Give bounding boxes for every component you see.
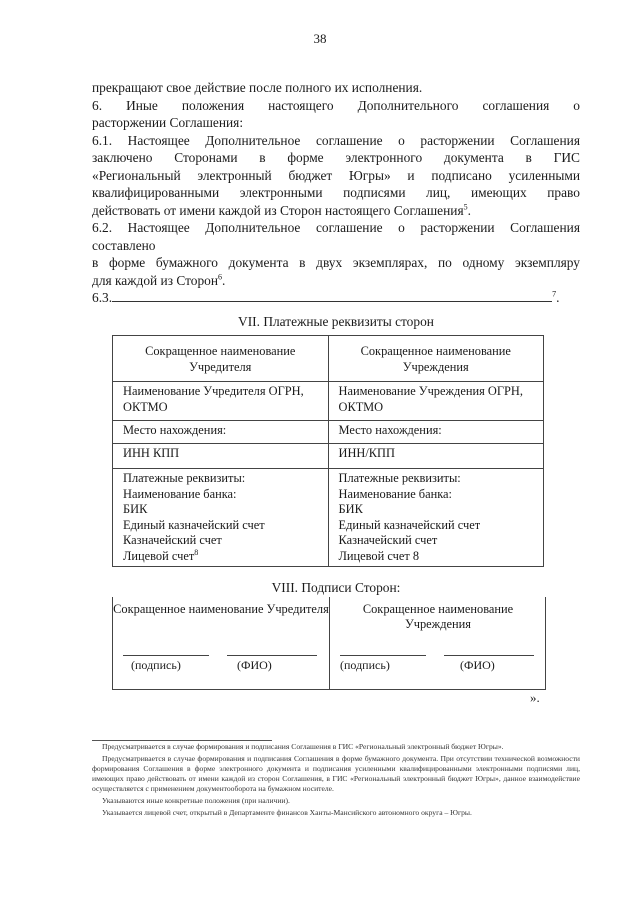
founder-signature-header: Сокращенное наименование Учредителя (113, 602, 329, 616)
page-number: 38 (313, 31, 327, 46)
paragraph-6-1-line: 6.1. Настоящее Дополнительное соглашение о расторжении Соглашения (92, 132, 580, 148)
footnote-ref: 5 (463, 202, 468, 212)
table-row (113, 421, 544, 444)
payment-line-text: Лицевой счет (123, 548, 195, 563)
payment-line: БИК (338, 502, 363, 516)
founder-signature-cell (113, 597, 329, 689)
table-row (113, 382, 544, 421)
institution-payment-cell (328, 469, 544, 567)
paragraph-6-1-line: заключено Сторонами в форме электронного документа в ГИС (92, 150, 580, 165)
institution-name-cell: Наименование Учреждения ОГРН, ОКТМО (328, 382, 544, 421)
payment-line: Единый казначейский счет (338, 517, 481, 532)
payment-line: БИК (123, 502, 148, 516)
paragraph-6-1-text: действовать от имени каждой из Сторон настоящего Соглашения (92, 202, 464, 218)
paragraph-6-3-label: 6.3. (92, 290, 113, 305)
payment-line: Единый казначейский счет (123, 517, 265, 532)
table-row (113, 336, 544, 382)
fio-line (227, 655, 317, 656)
institution-signature-header: Сокращенное наименование Учреждения (362, 602, 514, 631)
paragraph-6-1-line: действовать от имени каждой из Сторон настоящего Соглашения$^5$. (92, 202, 471, 218)
founder-inn-cell: ИНН КПП (113, 444, 329, 469)
payment-line: Казначейский счет (123, 533, 222, 547)
payment-line: Платежные реквизиты: (338, 471, 461, 485)
fio-label: (ФИО) (237, 658, 272, 672)
signature-line (123, 655, 209, 656)
table-row (113, 469, 544, 567)
footnote: Указываются иные конкретные положения (при наличии). (102, 796, 290, 805)
footnote-divider (92, 740, 272, 741)
footnote-ref: 6 (218, 272, 223, 282)
agreement-text (92, 79, 580, 307)
section-7-title: VII. Платежные реквизиты сторон (238, 314, 434, 329)
paragraph-6-2-line: составлено (92, 237, 156, 253)
signature-label: (подпись) (340, 658, 390, 672)
paragraph-6-1-line: квалифицированными электронными подписями лиц, имеющих право (92, 185, 580, 200)
fio-label: (ФИО) (460, 658, 495, 672)
payment-line: Платежные реквизиты: (123, 471, 246, 485)
paragraph-6-line: 6. Иные положения настоящего Дополнительного соглашения о (92, 97, 580, 113)
blank-line (112, 289, 552, 302)
paragraph-6-2-line: 6.2. Настоящее Дополнительное соглашение о расторжении Соглашения (92, 220, 580, 235)
paragraph-6-2-text: для каждой из Сторон (92, 272, 219, 288)
paragraph-6-2-line: для каждой из Сторон$^6$. (92, 272, 226, 288)
payment-line: Наименование банка: (123, 486, 237, 501)
founder-header: Сокращенное наименование Учредителя (113, 336, 329, 382)
payment-line: Наименование банка: (338, 486, 452, 501)
signature-label: (подпись) (131, 658, 181, 672)
footnote: Предусматривается в случае формирования и подписания Соглашения в форме бумажного документа. При отсутствии технической возможности формирования Соглашения в форме электронного документа и подписания усиленными квалифицированными электронными подписями лиц, имеющих право действовать от имени каждой из сторон Соглашения, в ГИС «Региональный электронный бюджет Югры», данное взаимодействие осуществляется с применением документооборота на бумажном носителе. (92, 754, 580, 793)
closing-quote: ». (530, 690, 540, 705)
payment-line: Лицевой счет 8 (338, 548, 420, 563)
section-8-title: VIII. Подписи Сторон: (271, 580, 401, 595)
founder-payment-cell (113, 469, 329, 567)
institution-signature-cell (329, 597, 546, 689)
footnote: Предусматривается в случае формирования и подписания Соглашения в ГИС «Региональный электронный бюджет Югры». (102, 742, 504, 751)
footnote-ref: 8 (194, 547, 199, 557)
signature-line (340, 655, 426, 656)
paragraph-6-3-line: 6.3. $^7$. (92, 289, 560, 305)
paragraph-6-2-line: в форме бумажного документа в двух экземплярах, по одному экземпляру (92, 255, 580, 270)
payment-line (123, 549, 324, 565)
institution-header: Сокращенное наименование Учреждения (328, 336, 544, 382)
payment-line: Казначейский счет (338, 533, 438, 547)
founder-name-cell: Наименование Учредителя ОГРН, ОКТМО (113, 382, 329, 421)
institution-inn-cell: ИНН/КПП (328, 444, 544, 469)
fio-line (444, 655, 534, 656)
signatures-table (112, 597, 546, 690)
institution-location-cell: Место нахождения: (328, 421, 544, 444)
founder-location-cell: Место нахождения: (113, 421, 329, 444)
footnote: Указывается лицевой счет, открытый в Департаменте финансов Ханты-Мансийского автономного округа – Югры. (102, 808, 472, 817)
paragraph-6-1-line: «Региональный электронный бюджет Югры» и подписано усиленными (92, 167, 580, 183)
footnotes (92, 742, 580, 820)
paragraph-line: прекращают свое действие после полного их исполнения. (92, 80, 423, 95)
table-row (113, 444, 544, 469)
paragraph-6-line: расторжении Соглашения: (92, 115, 244, 130)
requisites-table (112, 335, 544, 567)
